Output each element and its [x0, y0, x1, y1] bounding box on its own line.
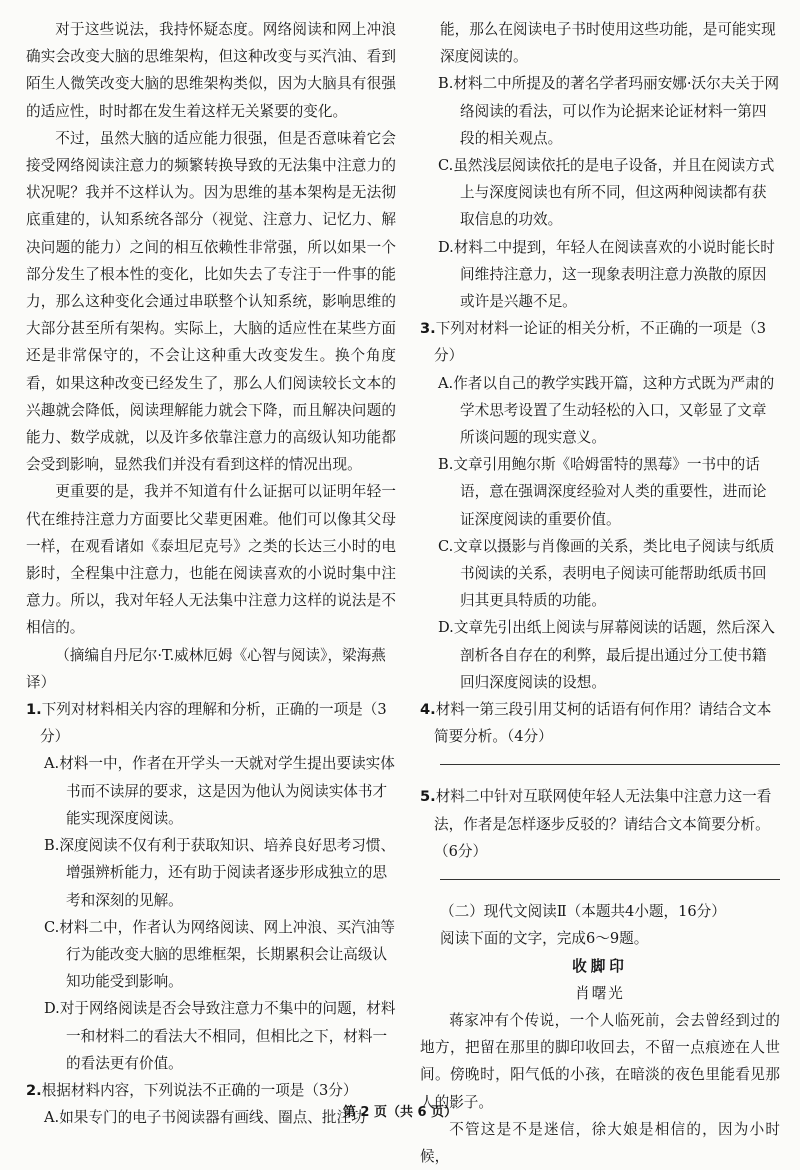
- source-citation: （摘编自丹尼尔·T.威林厄姆《心智与阅读》，梁海燕译）: [26, 646, 386, 691]
- option-b: [420, 451, 780, 533]
- question-number: 2.: [26, 1081, 42, 1099]
- material-two-paragraph-2: 不过，虽然大脑的适应能力很强，但是否意味着它会接受网络阅读注意力的频繁转换导致的无法集中注意力的状况呢？我并不这样认为。因为思维的基本架构是无法彻底重建的，认知系统各部分（视觉、注意力、记忆力、解决问题的能力）之间的相互依赖性非常强，所以如果一个部分发生了根本性的变化，比如失去了专注于一件事的能力，那么这种变化会通过串联整个认知系统，影响思维的大部分甚至所有架构。实际上，大脑的适应性在某些方面还是非常保守的，不会让这种重大改变发生。换个角度看，如果这种改变已经发生了，那么人们阅读较长文本的兴趣就会降低，阅读理解能力就会下降，而且解决问题的能力、数学成就，以及许多依靠注意力的高级认知功能都会受到影响，显然我们并没有看到这样的情况出现。: [26, 129, 396, 474]
- option-c: [420, 152, 780, 234]
- option-d: [420, 234, 780, 316]
- option-label: A.: [44, 755, 60, 773]
- option-b: [26, 832, 396, 914]
- option-c: [26, 914, 396, 996]
- question-3: [420, 315, 780, 696]
- material-two-paragraph-1: 对于这些说法，我持怀疑态度。网络阅读和网上冲浪确实会改变大脑的思维架构，但这种改变与买汽油、看到陌生人微笑改变大脑的思维架构类似，因为大脑具有很强的适应性，时时都在发生着这样无关紧要的变化。: [26, 21, 396, 120]
- option-label: A.: [438, 374, 454, 392]
- question-stem: 下列对材料相关内容的理解和分析，正确的一项是（3分）: [40, 701, 387, 746]
- question-stem: 下列对材料一论证的相关分析，不正确的一项是（3分）: [434, 320, 767, 365]
- option-text: 作者以自己的教学实践开篇，这种方式既为严肃的学术思考设置了生动轻松的入口，又彰显了文章所谈问题的现实意义。: [453, 374, 775, 447]
- option-text: 虽然浅层阅读依托的是电子设备，并且在阅读方式上与深度阅读也有所不同，但这两种阅读都有获取信息的功效。: [453, 157, 775, 229]
- option-text: 文章引用鲍尔斯《哈姆雷特的黑莓》一书中的话语，意在强调深度经验对人类的重要性，进而论证深度阅读的重要价值。: [453, 456, 767, 528]
- question-5: [420, 783, 780, 880]
- option-b: [420, 70, 780, 152]
- story-paragraph-1: 蒋家冲有个传说，一个人临死前，会去曾经到过的地方，把留在那里的脚印收回去，不留一点痕迹在人世间。傍晚时，阳气低的小孩，在暗淡的夜色里能看见那人的影子。: [420, 1011, 780, 1111]
- option-label: D.: [44, 1000, 60, 1018]
- option-text: 材料二中，作者认为网络阅读、网上冲浪、买汽油等行为能改变大脑的思维框架，长期累积会让高级认知功能受到影响。: [59, 918, 395, 991]
- left-column: [26, 16, 396, 1131]
- option-label: B.: [44, 837, 60, 855]
- option-text: 如果专门的电子书阅读器有画线、圈点、批注功: [59, 1109, 366, 1127]
- option-text: 文章以摄影与肖像画的关系，类比电子阅读与纸质书阅读的关系，表明电子阅读可能帮助纸质书回归其更具特质的功能。: [453, 537, 775, 610]
- question-stem: 根据材料内容，下列说法不正确的一项是（3分）: [41, 1081, 358, 1099]
- story-title: 收脚印: [572, 957, 628, 975]
- option-label: A.: [44, 1109, 60, 1127]
- option-label: D.: [438, 238, 454, 256]
- story-author: 肖曙光: [575, 984, 625, 1002]
- answer-line[interactable]: [440, 879, 780, 880]
- option-label: C.: [438, 157, 454, 175]
- option-label: B.: [438, 75, 454, 93]
- option-a: [420, 370, 780, 452]
- question-1: [26, 696, 396, 1077]
- option-c: [420, 533, 780, 615]
- option-a-continued: 能，那么在阅读电子书时使用这些功能，是可能实现深度阅读的。: [440, 21, 776, 66]
- option-label: B.: [438, 456, 454, 474]
- question-number: 3.: [420, 320, 436, 338]
- answer-line[interactable]: [440, 764, 780, 765]
- option-text: 材料一中，作者在开学头一天就对学生提出要读实体书而不读屏的要求，这是因为他认为阅读实体书才能实现深度阅读。: [59, 755, 395, 827]
- question-number: 5.: [420, 788, 436, 806]
- question-4: [420, 696, 780, 765]
- section-heading: （二）现代文阅读Ⅱ（本题共4小题，16分）: [440, 903, 726, 921]
- right-column: [420, 16, 780, 1170]
- option-text: 材料二中提到，年轻人在阅读喜欢的小说时能长时间维持注意力，这一现象表明注意力涣散的原因或许是兴趣不足。: [453, 238, 775, 311]
- reading-instruction: 阅读下面的文字，完成6～9题。: [440, 930, 649, 948]
- option-label: C.: [44, 918, 60, 936]
- option-a: [26, 750, 396, 832]
- question-stem: 材料一第三段引用艾柯的话语有何作用？请结合文本简要分析。（4分）: [434, 701, 772, 746]
- option-label: C.: [438, 537, 454, 555]
- question-stem: 材料二中针对互联网使年轻人无法集中注意力这一看法，作者是怎样逐步反驳的？请结合文本简要分析。（6分）: [434, 788, 772, 860]
- option-d: [26, 995, 396, 1077]
- page-number-footer: 第 2 页（共 6 页）: [342, 1105, 458, 1120]
- option-label: D.: [438, 619, 454, 637]
- option-text: 文章先引出纸上阅读与屏幕阅读的话题，然后深入剖析各自存在的利弊，最后提出通过分工使书籍回归深度阅读的设想。: [453, 619, 775, 691]
- option-d: [420, 614, 780, 696]
- story-paragraph-2: 不管这是不是迷信，徐大娘是相信的，因为小时候，: [420, 1120, 780, 1165]
- question-number: 4.: [420, 701, 436, 719]
- question-number: 1.: [26, 701, 42, 719]
- material-two-paragraph-3: 更重要的是，我并不知道有什么证据可以证明年轻一代在维持注意力方面要比父辈更困难。他们可以像其父母一样，在观看诸如《泰坦尼克号》之类的长达三小时的电影时，全程集中注意力，也能在阅读喜欢的小说时集中注意力。所以，我对年轻人无法集中注意力这样的说法是不相信的。: [26, 483, 396, 637]
- option-text: 材料二中所提及的著名学者玛丽安娜·沃尔夫关于网络阅读的看法，可以作为论据来论证材料一第四段的相关观点。: [453, 75, 780, 147]
- option-text: 对于网络阅读是否会导致注意力不集中的问题，材料一和材料二的看法大不相同，但相比之下，材料一的看法更有价值。: [59, 1000, 396, 1072]
- option-text: 深度阅读不仅有利于获取知识、培养良好思考习惯、增强辨析能力，还有助于阅读者逐步形成独立的思考和深刻的见解。: [59, 837, 396, 909]
